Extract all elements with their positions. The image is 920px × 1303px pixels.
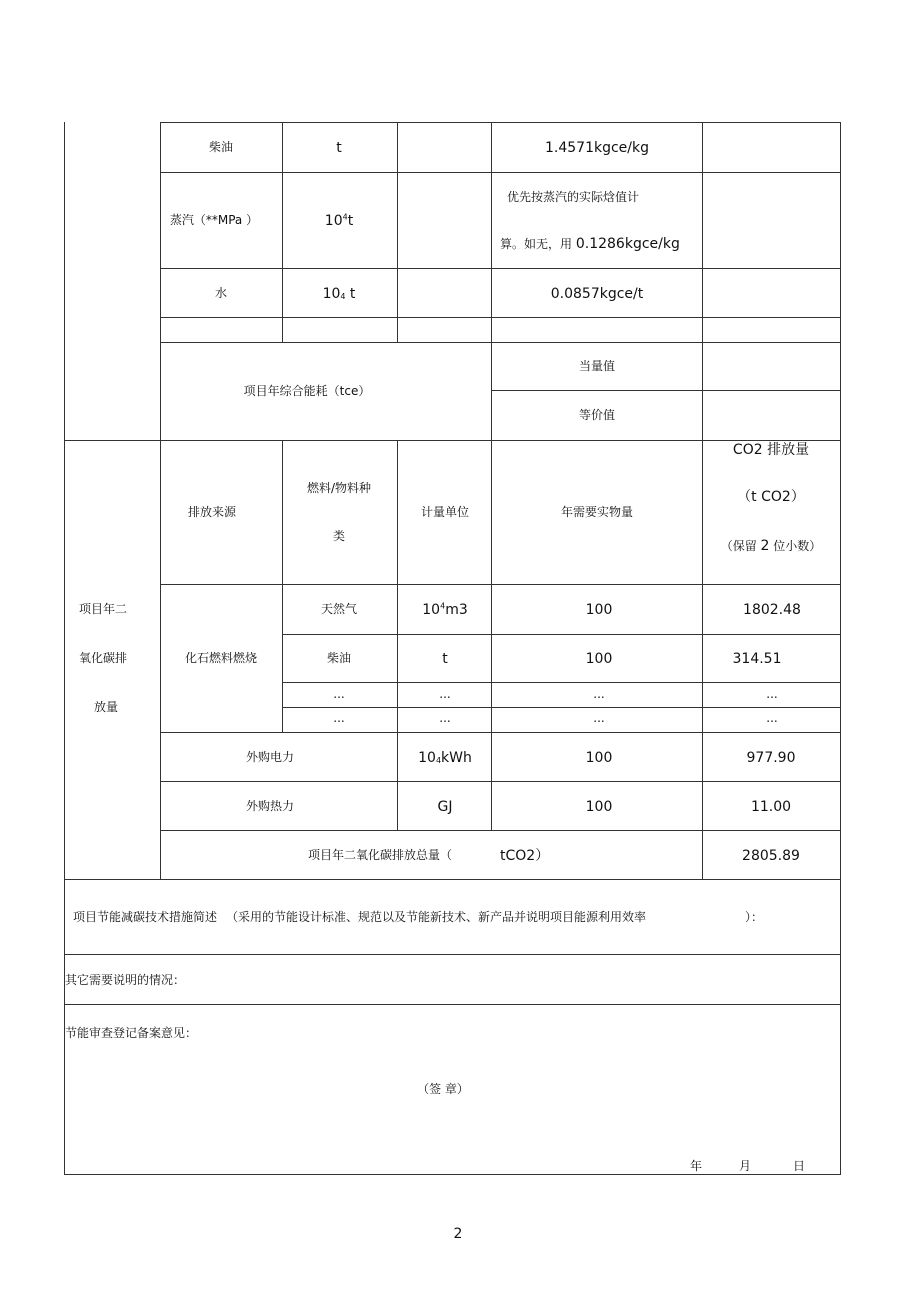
header-emission-1: CO2 排放量 bbox=[732, 442, 810, 458]
header-unit: 计量单位 bbox=[420, 505, 470, 519]
energy-coef-steam-line2: 算。如无，用 0.1286kgce/kg bbox=[500, 236, 680, 252]
energy-unit-diesel: t bbox=[336, 140, 342, 156]
rule bbox=[282, 682, 841, 683]
rule bbox=[64, 879, 841, 880]
rule bbox=[491, 122, 492, 831]
rule bbox=[160, 172, 841, 173]
other-info-label: 其它需要说明的情况： bbox=[65, 973, 186, 987]
purchased-heat-emission: 11.00 bbox=[750, 799, 792, 815]
measures-title: 项目节能减碳技术措施简述 bbox=[73, 910, 218, 924]
rule bbox=[160, 268, 841, 269]
rule bbox=[702, 122, 703, 880]
fossil-fuel-unit: ... bbox=[439, 711, 451, 725]
rule bbox=[282, 707, 841, 708]
rule bbox=[397, 122, 398, 343]
date-day-label: 日 bbox=[793, 1159, 806, 1173]
fossil-fuel-unit: ... bbox=[439, 687, 451, 701]
fossil-fuel-emission: ... bbox=[766, 687, 778, 701]
rule bbox=[160, 317, 841, 318]
rule bbox=[160, 122, 161, 880]
rule bbox=[397, 440, 398, 831]
fossil-fuel-amount: ... bbox=[593, 687, 605, 701]
energy-coef-diesel: 1.4571kgce/kg bbox=[544, 140, 650, 156]
rule bbox=[491, 390, 841, 391]
energy-coef-water: 0.0857kgce/t bbox=[550, 286, 644, 302]
rule bbox=[282, 122, 283, 343]
rule bbox=[64, 440, 841, 441]
header-emission-2: （t CO2） bbox=[737, 489, 805, 505]
energy-item-diesel: 柴油 bbox=[208, 140, 234, 154]
fossil-fuel-unit: t bbox=[442, 651, 448, 667]
purchased-electricity-emission: 977.90 bbox=[746, 750, 796, 766]
purchased-heat-unit: GJ bbox=[437, 799, 453, 815]
rule bbox=[160, 122, 841, 123]
energy-coef-steam-line1: 优先按蒸汽的实际焓值计 bbox=[506, 190, 640, 204]
header-amount: 年需要实物量 bbox=[560, 505, 634, 519]
rule bbox=[64, 122, 65, 1175]
rule bbox=[840, 122, 841, 1175]
fossil-fuel-unit: $10^4m3$ bbox=[422, 601, 468, 618]
fossil-fuel-emission: ... bbox=[766, 711, 778, 725]
equivalent-value-label: 当量值 bbox=[578, 359, 616, 373]
rule bbox=[64, 1174, 841, 1175]
co2-section-label-2: 氧化碳排 bbox=[78, 651, 128, 665]
rule bbox=[64, 1004, 841, 1005]
fossil-fuel-label: 化石燃料燃烧 bbox=[184, 651, 258, 665]
seal-placeholder: （签 章） bbox=[417, 1082, 469, 1096]
fossil-fuel-name: 天然气 bbox=[320, 602, 358, 616]
purchased-heat-label: 外购热力 bbox=[245, 799, 295, 813]
measures-note: （采用的节能设计标准、规范以及节能新技术、新产品并说明项目能源利用效率 bbox=[226, 910, 647, 924]
fossil-fuel-amount: 100 bbox=[585, 602, 613, 618]
header-source: 排放来源 bbox=[187, 505, 237, 519]
fossil-fuel-emission: 314.51 bbox=[732, 651, 782, 667]
header-emission-3: （保留 2 位小数） bbox=[720, 538, 822, 554]
fossil-fuel-amount: ... bbox=[593, 711, 605, 725]
total-co2-value: 2805.89 bbox=[742, 848, 800, 864]
energy-unit-water: 104 t bbox=[322, 286, 356, 302]
fossil-fuel-amount: 100 bbox=[585, 651, 613, 667]
header-fuel-1: 燃料/物料种 bbox=[306, 481, 372, 495]
fossil-fuel-name: ... bbox=[333, 711, 345, 725]
rule bbox=[160, 830, 841, 831]
purchased-heat-amount: 100 bbox=[585, 799, 613, 815]
fossil-fuel-name: 柴油 bbox=[326, 651, 352, 665]
measures-note-close: ）： bbox=[745, 910, 764, 924]
rule bbox=[64, 954, 841, 955]
co2-section-label-3: 放量 bbox=[93, 700, 119, 714]
date-month-label: 月 bbox=[739, 1159, 752, 1173]
rule bbox=[160, 781, 841, 782]
date-year-label: 年 bbox=[690, 1159, 703, 1173]
total-co2-label: 项目年二氧化碳排放总量（ bbox=[308, 848, 453, 862]
page-number: 2 bbox=[453, 1226, 463, 1242]
rule bbox=[160, 732, 841, 733]
fossil-fuel-emission: 1802.48 bbox=[743, 602, 801, 618]
fossil-fuel-name: ... bbox=[333, 687, 345, 701]
review-opinion-label: 节能审查登记备案意见： bbox=[65, 1026, 198, 1040]
energy-unit-steam: $10^4t$ bbox=[324, 212, 354, 229]
energy-item-water: 水 bbox=[214, 286, 228, 300]
rule bbox=[282, 634, 841, 635]
purchased-electricity-amount: 100 bbox=[585, 750, 613, 766]
purchased-electricity-unit: 104kWh bbox=[418, 750, 472, 766]
rule bbox=[160, 342, 841, 343]
rule bbox=[160, 584, 841, 585]
header-fuel-2: 类 bbox=[332, 529, 346, 543]
co2-section-label-1: 项目年二 bbox=[78, 602, 128, 616]
total-energy-label: 项目年综合能耗（tce） bbox=[243, 384, 371, 398]
equal-price-value-label: 等价值 bbox=[578, 408, 616, 422]
energy-item-steam: 蒸汽（**MPa ） bbox=[169, 213, 259, 227]
total-co2-unit: tCO2） bbox=[500, 848, 550, 864]
purchased-electricity-label: 外购电力 bbox=[245, 750, 295, 764]
rule bbox=[282, 440, 283, 733]
